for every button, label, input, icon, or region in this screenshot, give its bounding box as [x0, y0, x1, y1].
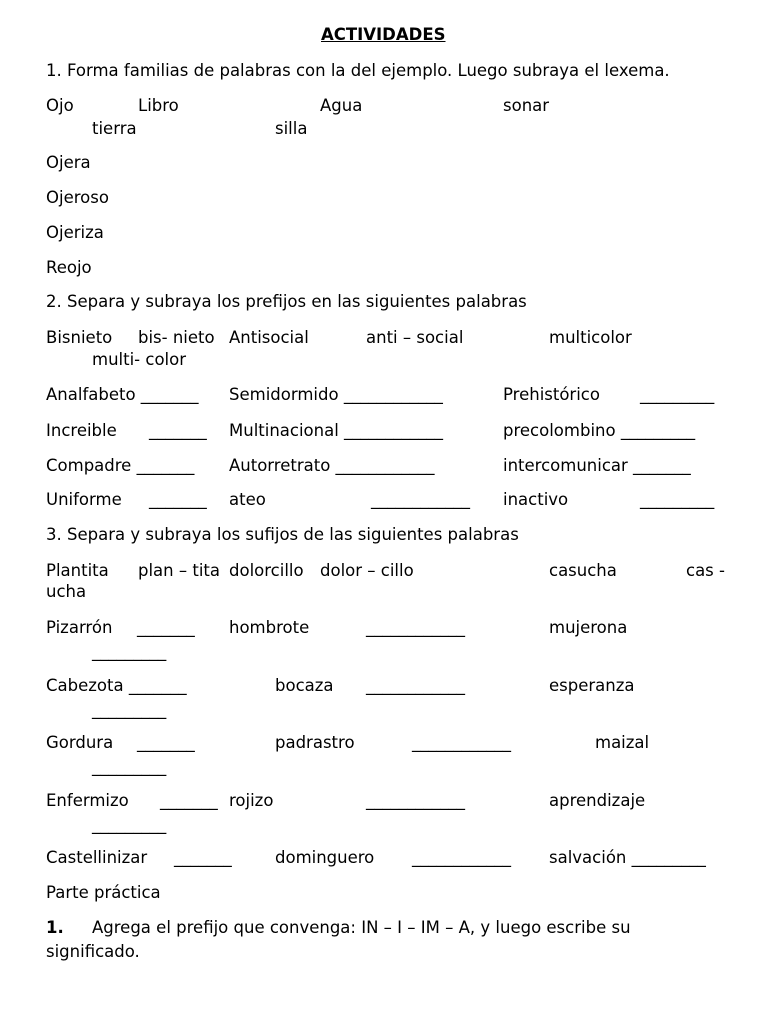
section3-instruction: 3. Separa y subraya los sufijos de las siguientes palabras: [46, 525, 519, 544]
example-word: casucha: [549, 561, 617, 580]
answer-blank: ____________: [371, 490, 470, 509]
exercise-item: Compadre _______: [46, 456, 195, 475]
exercise-item: mujerona: [549, 618, 628, 637]
answer-blank: _________: [92, 815, 167, 834]
exercise-item: Pizarrón: [46, 618, 113, 637]
example-word: multicolor: [549, 328, 632, 347]
answer-blank: ____________: [366, 791, 465, 810]
answer-blank: _________: [92, 700, 167, 719]
example-word: Plantita: [46, 561, 109, 580]
exercise-item: dominguero: [275, 848, 375, 867]
word-ojo: Ojo: [46, 96, 74, 115]
answer-blank: ____________: [366, 676, 465, 695]
example-split: plan – tita: [138, 561, 221, 580]
example-split: cas -: [686, 561, 725, 580]
exercise-item: Semidormido ____________: [229, 385, 443, 404]
exercise-item: rojizo: [229, 791, 274, 810]
answer-blank: _______: [149, 490, 207, 509]
answer-blank: _______: [137, 618, 195, 637]
example-split: anti – social: [366, 328, 464, 347]
answer-blank: _______: [149, 421, 207, 440]
answer-blank: ____________: [412, 733, 511, 752]
example-word: Antisocial: [229, 328, 309, 347]
exercise-item: Cabezota _______: [46, 676, 187, 695]
exercise-item: precolombino _________: [503, 421, 696, 440]
example-split: multi- color: [92, 350, 186, 369]
practice-item-text: Agrega el prefijo que convenga: IN – I – IM – A, y luego escribe su: [92, 918, 631, 937]
exercise-item: Increible: [46, 421, 117, 440]
exercise-item: esperanza: [549, 676, 635, 695]
practice-heading: Parte práctica: [46, 883, 161, 902]
family-word: Ojeriza: [46, 223, 104, 242]
practice-item-text-continued: significado.: [46, 942, 140, 961]
answer-blank: _______: [174, 848, 232, 867]
practice-item-number: 1.: [46, 918, 64, 937]
exercise-item: Prehistórico: [503, 385, 600, 404]
exercise-item: salvación _________: [549, 848, 706, 867]
section1-instruction: 1. Forma familias de palabras con la del ejemplo. Luego subraya el lexema.: [46, 61, 670, 80]
example-split: ucha: [46, 582, 87, 601]
exercise-item: aprendizaje: [549, 791, 646, 810]
answer-blank: _______: [137, 733, 195, 752]
example-split: dolor – cillo: [320, 561, 414, 580]
answer-blank: ____________: [412, 848, 511, 867]
answer-blank: ____________: [366, 618, 465, 637]
word-sonar: sonar: [503, 96, 550, 115]
family-word: Reojo: [46, 258, 92, 277]
answer-blank: _______: [160, 791, 218, 810]
section2-instruction: 2. Separa y subraya los prefijos en las siguientes palabras: [46, 292, 527, 311]
exercise-item: Enfermizo: [46, 791, 129, 810]
page-title: ACTIVIDADES: [321, 25, 446, 44]
answer-blank: _________: [640, 385, 715, 404]
example-word: Bisnieto: [46, 328, 113, 347]
word-silla: silla: [275, 119, 308, 138]
answer-blank: _________: [640, 490, 715, 509]
exercise-item: intercomunicar _______: [503, 456, 691, 475]
exercise-item: maizal: [595, 733, 650, 752]
family-word: Ojeroso: [46, 188, 109, 207]
exercise-item: hombrote: [229, 618, 310, 637]
exercise-item: Autorretrato ____________: [229, 456, 435, 475]
family-word: Ojera: [46, 153, 91, 172]
word-tierra: tierra: [92, 119, 137, 138]
answer-blank: _________: [92, 642, 167, 661]
exercise-item: Castellinizar: [46, 848, 148, 867]
answer-blank: _________: [92, 757, 167, 776]
exercise-item: Gordura: [46, 733, 114, 752]
exercise-item: Uniforme: [46, 490, 122, 509]
exercise-item: padrastro: [275, 733, 355, 752]
example-split: bis- nieto: [138, 328, 215, 347]
exercise-item: inactivo: [503, 490, 569, 509]
exercise-item: ateo: [229, 490, 266, 509]
exercise-item: bocaza: [275, 676, 334, 695]
word-libro: Libro: [138, 96, 179, 115]
example-word: dolorcillo: [229, 561, 304, 580]
exercise-item: Multinacional ____________: [229, 421, 444, 440]
exercise-item: Analfabeto _______: [46, 385, 199, 404]
word-agua: Agua: [320, 96, 363, 115]
